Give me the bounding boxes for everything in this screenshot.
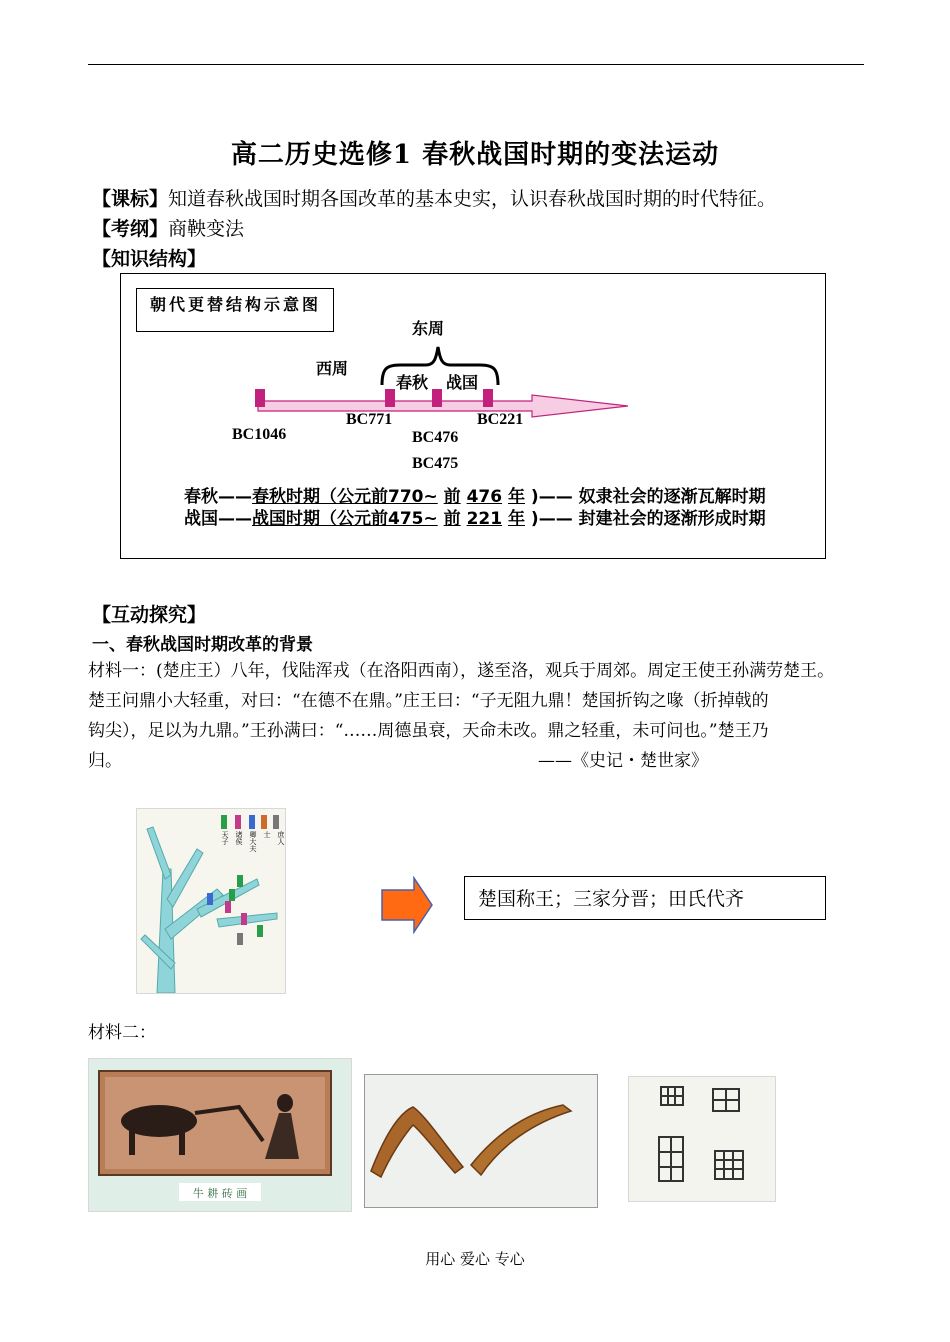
page-title: 高二历史选修1 春秋战国时期的变法运动 [230, 140, 720, 170]
period-nian: 年 [508, 487, 525, 507]
hierarchy-tree-image [136, 808, 286, 994]
header-rule [88, 64, 864, 65]
inquiry-label: 【互动探究】 [92, 604, 207, 626]
tree-label: 天子 [221, 831, 229, 845]
timeline-arrow [258, 395, 628, 417]
period-end-year: 221 [466, 509, 503, 529]
label-bc771: BC771 [346, 411, 393, 428]
kaogang-text: 商鞅变法 [168, 218, 245, 240]
period-end-year: 476 [466, 487, 503, 507]
material-one [88, 656, 878, 776]
material-one-line: 材料一：(楚庄王）八年，伐陆浑戎（在洛阳西南），遂至洛，观兵于周郊。周定王使王孙满劳楚王。 [88, 661, 835, 681]
kaogang-line [92, 214, 244, 241]
iron-tools-image [364, 1074, 598, 1208]
tree-rank-labels [221, 831, 285, 852]
label-xizhou: 西周 [316, 359, 349, 378]
material-two-label: 材料二： [88, 1023, 156, 1043]
material-one-source: ——《史记・楚世家》 [538, 751, 708, 771]
zhishi-label: 【知识结构】 [92, 248, 207, 270]
tree-label: 诸侯 [235, 831, 243, 845]
label-bc1046: BC1046 [232, 426, 287, 443]
right-arrow-icon [380, 876, 436, 934]
material-one-line: 钩尖），足以为九鼎。”王孙满曰：“……周德虽衰，天命未改。鼎之轻重，未可问也。”楚王乃 [88, 721, 769, 741]
label-bc476: BC476 [412, 429, 459, 446]
oxen-plough-image [88, 1058, 352, 1212]
tree-label: 庶人 [277, 831, 285, 845]
tree-label: 士 [263, 831, 271, 838]
marker-bc1046 [255, 389, 265, 407]
material-one-line: 归。 [88, 751, 122, 771]
page-footer: 用心 爱心 专心 [425, 1250, 525, 1268]
subhead-background: 一、春秋战国时期改革的背景 [92, 635, 313, 655]
inquiry-heading [92, 600, 206, 627]
oxen-caption: 牛 耕 砖 画 [192, 1187, 248, 1200]
period-line-zhanguo [184, 504, 766, 529]
period-label: 战国—— [184, 509, 252, 529]
label-bc221: BC221 [477, 411, 524, 428]
kebiao-line [92, 184, 776, 211]
period-qian: 前 [443, 509, 461, 529]
period-range: 战国时期（公元前475~ [252, 509, 438, 529]
kebiao-label: 【课标】 [92, 188, 169, 210]
label-chunqiu: 春秋 [396, 373, 429, 392]
period-nian: 年 [508, 509, 525, 529]
period-label: 春秋—— [184, 487, 252, 507]
label-zhanguo: 战国 [446, 373, 479, 392]
label-bc475: BC475 [412, 455, 459, 472]
field-characters-illustration [629, 1077, 775, 1201]
period-desc: )—— 封建社会的逐渐形成时期 [525, 509, 766, 529]
marker-bc221 [483, 389, 493, 407]
material-one-line: 楚王问鼎小大轻重，对曰：“在德不在鼎。”庄王曰：“子无阻九鼎！楚国折钩之喙（折掉戟的 [88, 691, 769, 711]
tree-label: 卿大夫 [249, 831, 257, 852]
marker-bc476 [432, 389, 442, 407]
iron-tools-illustration [365, 1075, 597, 1207]
marker-bc771 [385, 389, 395, 407]
field-characters-image [628, 1076, 776, 1202]
period-qian: 前 [443, 487, 461, 507]
zhishi-line [92, 244, 206, 271]
conclusion-text: 楚国称王；三家分晋；田氏代齐 [478, 888, 745, 910]
diagram-title: 朝代更替结构示意图 [150, 295, 322, 314]
period-desc: )—— 奴隶社会的逐渐瓦解时期 [525, 487, 766, 507]
kebiao-text: 知道春秋战国时期各国改革的基本史实，认识春秋战国时期的时代特征。 [168, 188, 777, 210]
period-range: 春秋时期（公元前770~ [252, 487, 438, 507]
label-dongzhou: 东周 [412, 319, 445, 338]
kaogang-label: 【考纲】 [92, 218, 169, 240]
